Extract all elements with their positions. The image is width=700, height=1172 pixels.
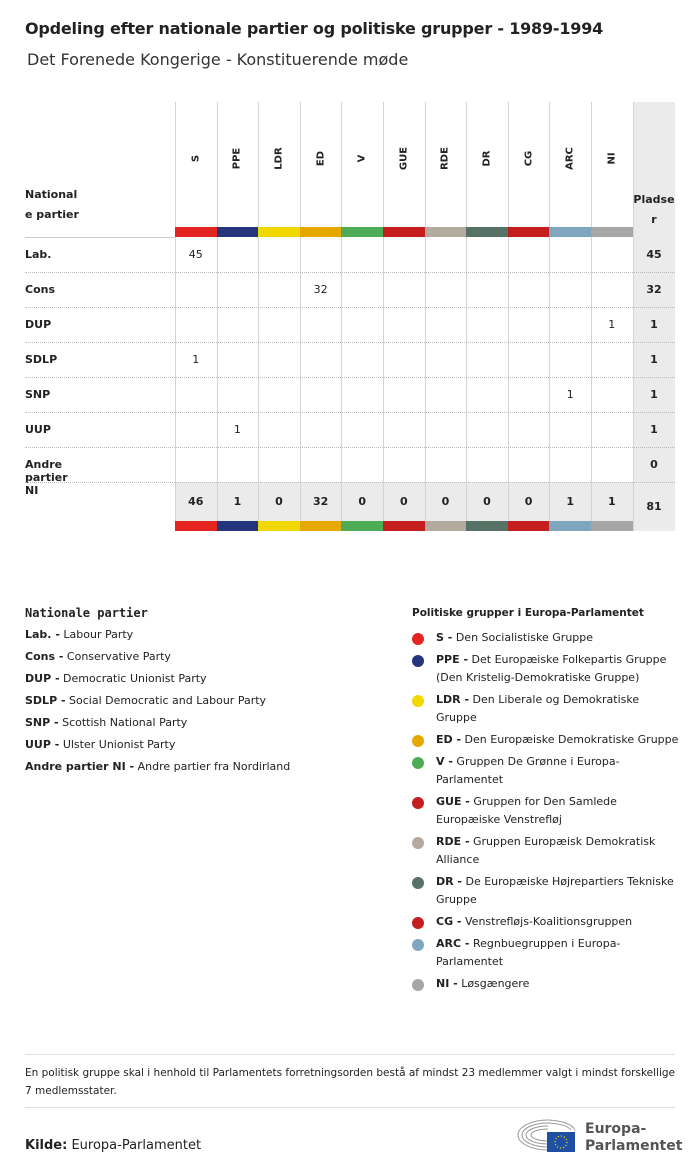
header-divider bbox=[25, 237, 175, 238]
source-value: Europa-Parlamentet bbox=[71, 1138, 202, 1153]
legend-group-item bbox=[412, 691, 682, 727]
party-name: Social Democratic and Labour Party bbox=[69, 694, 267, 707]
page-subtitle: Det Forenede Kongerige - Konstituerende møde bbox=[27, 50, 409, 69]
group-color-bar bbox=[175, 227, 217, 237]
group-total: 32 bbox=[312, 495, 329, 508]
row-divider bbox=[25, 447, 675, 448]
row-party-label: SNP bbox=[25, 388, 51, 401]
group-header-ppe: PPE bbox=[231, 147, 243, 170]
column-divider bbox=[341, 102, 342, 531]
column-divider bbox=[217, 102, 218, 531]
row-total: 1 bbox=[650, 318, 658, 331]
group-total: 0 bbox=[275, 495, 283, 508]
party-name: Conservative Party bbox=[66, 650, 171, 663]
group-total: 1 bbox=[607, 495, 616, 508]
row-party-label: DUP bbox=[25, 318, 52, 331]
group-header-s: S bbox=[190, 154, 202, 163]
row-party-label: UUP bbox=[25, 423, 51, 436]
group-name: Den Europæiske Demokratiske Gruppe bbox=[464, 733, 679, 746]
group-color-dot-icon bbox=[412, 757, 424, 769]
group-name: Venstrefløjs-Koalitionsgruppen bbox=[465, 915, 633, 928]
group-total: 46 bbox=[188, 495, 204, 508]
group-name: Gruppen Europæisk Demokratisk Alliance bbox=[436, 835, 656, 866]
row-divider bbox=[25, 307, 675, 308]
row-divider bbox=[25, 342, 675, 343]
group-abbr: V - bbox=[436, 755, 453, 768]
legend-party-item bbox=[25, 694, 290, 716]
source-label: Kilde: bbox=[25, 1138, 68, 1153]
logo-line1: Europa- bbox=[585, 1121, 647, 1137]
party-name: Democratic Unionist Party bbox=[63, 672, 207, 685]
row-divider bbox=[25, 272, 675, 273]
group-total: 0 bbox=[483, 495, 491, 508]
group-color-bar bbox=[175, 521, 217, 531]
row-total: 45 bbox=[646, 248, 662, 261]
column-divider bbox=[175, 102, 176, 531]
group-color-dot-icon bbox=[412, 633, 424, 645]
table-cell: 1 bbox=[233, 423, 241, 436]
page-title: Opdeling efter nationale partier og politiske grupper - 1989-1994 bbox=[25, 19, 604, 38]
group-header-cg: CG bbox=[523, 150, 535, 167]
group-color-dot-icon bbox=[412, 979, 424, 991]
legend-group-item bbox=[412, 913, 682, 931]
group-header-ed: ED bbox=[315, 150, 327, 167]
legend-political-groups bbox=[412, 607, 682, 997]
party-name: Ulster Unionist Party bbox=[62, 738, 176, 751]
row-total: 0 bbox=[650, 458, 658, 471]
party-abbr: SNP - bbox=[25, 716, 59, 729]
legend-title: Nationale partier bbox=[25, 606, 148, 620]
group-total: 1 bbox=[233, 495, 242, 508]
party-abbr: Cons - bbox=[25, 650, 64, 663]
column-divider bbox=[466, 102, 467, 531]
party-name: Andre partier fra Nordirland bbox=[137, 760, 291, 773]
group-name: Det Europæiske Folkepartis Gruppe (Den Kristelig-Demokratiske Gruppe) bbox=[436, 653, 667, 684]
group-abbr: ED - bbox=[436, 733, 462, 746]
group-color-bar bbox=[300, 521, 342, 531]
legend-group-item bbox=[412, 975, 682, 993]
legend-group-item bbox=[412, 753, 682, 789]
group-name: Den Socialistiske Gruppe bbox=[455, 631, 594, 644]
row-total: 1 bbox=[650, 423, 658, 436]
group-abbr: GUE - bbox=[436, 795, 470, 808]
row-party-label: Andre partier NI bbox=[25, 458, 68, 497]
group-name: Gruppen De Grønne i Europa-Parlamentet bbox=[436, 755, 620, 786]
group-total: 0 bbox=[441, 495, 450, 508]
logo-text bbox=[585, 1121, 682, 1155]
column-divider bbox=[549, 102, 550, 531]
group-name: De Europæiske Højrepartiers Tekniske Gruppe bbox=[436, 875, 674, 906]
table-cell: 1 bbox=[566, 388, 574, 401]
group-total: 0 bbox=[524, 495, 533, 508]
group-color-bar bbox=[341, 521, 383, 531]
column-divider bbox=[508, 102, 509, 531]
european-parliament-logo bbox=[515, 1116, 581, 1154]
group-color-bar bbox=[425, 521, 467, 531]
table-cell: 45 bbox=[188, 248, 203, 261]
group-color-dot-icon bbox=[412, 695, 424, 707]
group-header-gue: GUE bbox=[398, 146, 410, 171]
column-divider bbox=[300, 102, 301, 531]
group-color-bar bbox=[549, 521, 591, 531]
group-abbr: ARC - bbox=[436, 937, 470, 950]
legend-group-item bbox=[412, 833, 682, 869]
group-color-bar bbox=[466, 227, 508, 237]
legend-group-item bbox=[412, 873, 682, 909]
group-abbr: NI - bbox=[436, 977, 458, 990]
party-abbr: UUP - bbox=[25, 738, 60, 751]
group-color-bar bbox=[591, 227, 633, 237]
party-abbr: SDLP - bbox=[25, 694, 66, 707]
group-color-dot-icon bbox=[412, 735, 424, 747]
legend-party-item bbox=[25, 628, 290, 650]
group-color-dot-icon bbox=[412, 939, 424, 951]
group-total: 0 bbox=[358, 495, 367, 508]
party-abbr: Lab. - bbox=[25, 628, 60, 641]
seats-column-header: Pladse r bbox=[633, 193, 675, 226]
group-color-bar bbox=[383, 227, 425, 237]
footnote: En politisk gruppe skal i henhold til Parlamentets forretningsorden bestå af mindst 23 medlemmer valgt i mindst forskellige 7 medlemsstater. bbox=[25, 1054, 675, 1108]
group-abbr: RDE - bbox=[436, 835, 470, 848]
legend-group-item bbox=[412, 793, 682, 829]
row-total: 1 bbox=[650, 388, 658, 401]
group-color-bar bbox=[425, 227, 467, 237]
legend-party-item bbox=[25, 716, 290, 738]
source bbox=[25, 1138, 201, 1153]
table-cell: 1 bbox=[192, 353, 200, 366]
legend-group-item bbox=[412, 629, 682, 647]
group-color-bar bbox=[508, 227, 550, 237]
legend-party-item bbox=[25, 650, 290, 672]
group-color-bar bbox=[549, 227, 591, 237]
row-divider bbox=[25, 412, 675, 413]
column-divider bbox=[383, 102, 384, 531]
group-color-bar bbox=[341, 227, 383, 237]
group-color-bar bbox=[258, 521, 300, 531]
row-party-label: Cons bbox=[25, 283, 56, 296]
column-divider bbox=[258, 102, 259, 531]
group-name: Løsgængere bbox=[461, 977, 530, 990]
party-abbr: DUP - bbox=[25, 672, 60, 685]
group-color-dot-icon bbox=[412, 797, 424, 809]
group-header-dr: DR bbox=[481, 150, 493, 167]
group-header-v: V bbox=[356, 154, 368, 163]
group-color-bar bbox=[217, 521, 259, 531]
column-divider bbox=[425, 102, 426, 531]
legend-title: Politiske grupper i Europa-Parlamentet bbox=[412, 607, 644, 619]
group-color-dot-icon bbox=[412, 837, 424, 849]
group-header-ldr: LDR bbox=[273, 147, 285, 170]
group-name: Den Liberale og Demokratiske Gruppe bbox=[436, 693, 640, 724]
table-cell: 32 bbox=[313, 283, 328, 296]
group-color-bar bbox=[258, 227, 300, 237]
group-color-bar bbox=[383, 521, 425, 531]
group-color-dot-icon bbox=[412, 655, 424, 667]
legend-group-item bbox=[412, 651, 682, 687]
group-color-bar bbox=[300, 227, 342, 237]
party-abbr: Andre partier NI - bbox=[25, 760, 135, 773]
group-header-rde: RDE bbox=[439, 147, 451, 170]
group-abbr: DR - bbox=[436, 875, 462, 888]
group-header-ni: NI bbox=[606, 152, 618, 165]
legend-party-item bbox=[25, 760, 290, 782]
logo-line2: Parlamentet bbox=[585, 1138, 683, 1154]
group-color-bar bbox=[508, 521, 550, 531]
group-color-dot-icon bbox=[412, 917, 424, 929]
legend-group-item bbox=[412, 731, 682, 749]
legend-party-item bbox=[25, 672, 290, 694]
table-cell: 1 bbox=[608, 318, 616, 331]
group-color-bar bbox=[466, 521, 508, 531]
legend-party-item bbox=[25, 738, 290, 760]
group-total: 0 bbox=[399, 495, 408, 508]
group-abbr: LDR - bbox=[436, 693, 470, 706]
row-party-label: Lab. bbox=[25, 248, 52, 261]
group-name: Gruppen for Den Samlede Europæiske Venstrefløj bbox=[436, 795, 617, 826]
party-name: Scottish National Party bbox=[62, 716, 188, 729]
group-name: Regnbuegruppen i Europa-Parlamentet bbox=[436, 937, 621, 968]
legend-group-item bbox=[412, 935, 682, 971]
group-header-arc: ARC bbox=[564, 147, 576, 170]
group-abbr: CG - bbox=[436, 915, 462, 928]
grand-total: 81 bbox=[646, 500, 662, 513]
group-color-dot-icon bbox=[412, 877, 424, 889]
group-abbr: S - bbox=[436, 631, 453, 644]
row-total: 32 bbox=[646, 283, 662, 296]
party-column-header: National e partier bbox=[25, 188, 79, 221]
party-name: Labour Party bbox=[63, 628, 134, 641]
group-color-bar bbox=[591, 521, 633, 531]
group-abbr: PPE - bbox=[436, 653, 469, 666]
legend-national-parties bbox=[25, 606, 291, 773]
group-color-bar bbox=[217, 227, 259, 237]
row-party-label: SDLP bbox=[25, 353, 58, 366]
group-total: 1 bbox=[566, 495, 575, 508]
row-total: 1 bbox=[650, 353, 658, 366]
